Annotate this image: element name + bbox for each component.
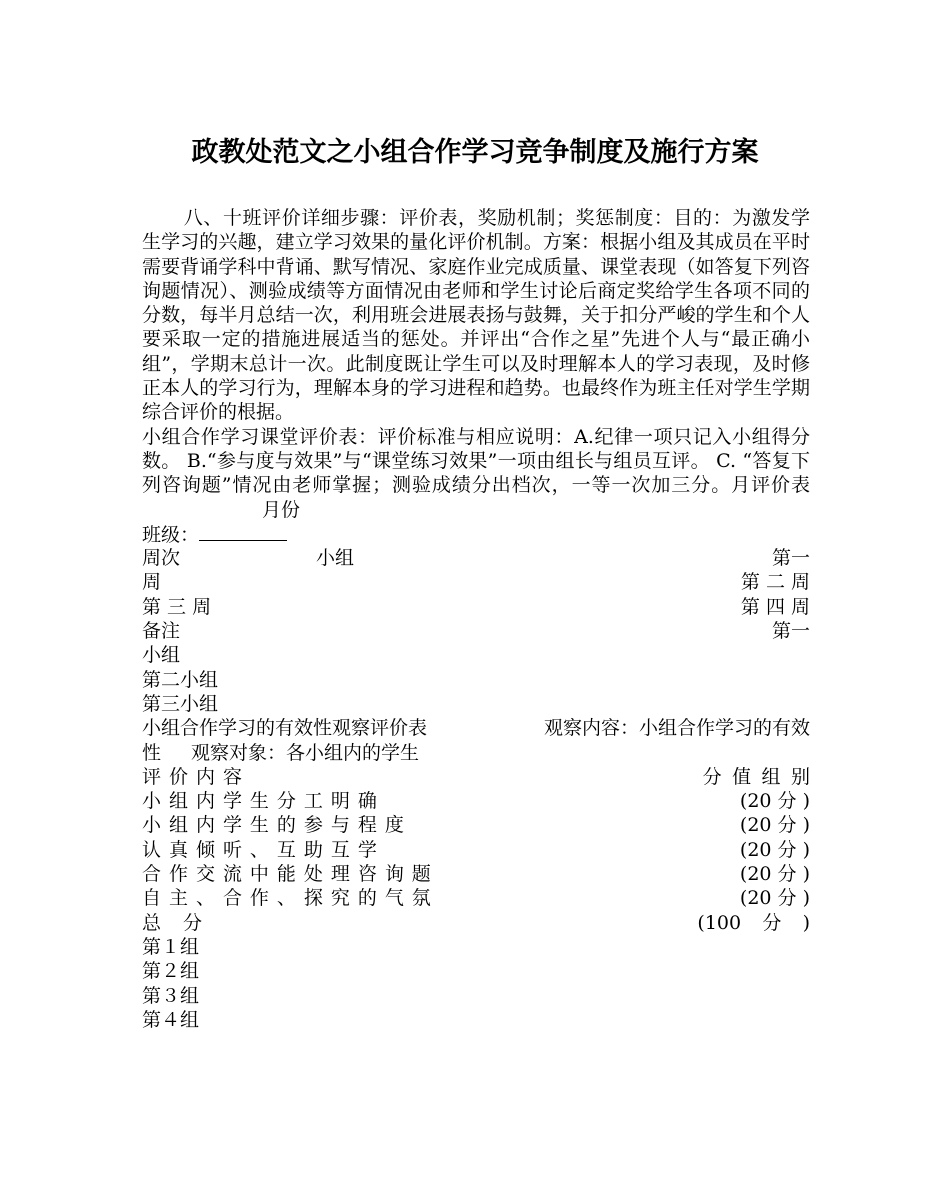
week-3: 第 三 周 [142, 595, 212, 618]
total-label: 总 分 [142, 911, 210, 934]
observation-title-row [142, 716, 810, 740]
monthly-week-row-2 [142, 595, 810, 619]
week-2: 第 二 周 [740, 571, 810, 594]
intro-paragraph: 八、十班评价详细步骤：评价表，奖励机制；奖惩制度：目的：为激发学生学习的兴趣，建立学习效果的量化评价机制。方案：根据小组及其成员在平时需要背诵学科中背诵、默写情况、家庭作业完成质量、课堂表现（如答复下列咨询题情况）、测验成绩等方面情况由老师和学生讨论后商定奖给学生各项不同的分数，每半月总结一次，利用班会进展表扬与鼓舞，关于扣分严峻的学生和个人要采取一定的措施进展适当的惩处。并评出“合作之星”先进个人与“最正确小组”，学期末总计一次。此制度既让学生可以及时理解本人的学习表现，及时修正本人的学习行为，理解本身的学习进程和趋势。也最终作为班主任对学生学期综合评价的根据。 [142, 207, 810, 424]
observation-group: 第３组 [142, 984, 200, 1007]
week-1-part-b: 周 [142, 571, 162, 594]
observation-total-row [142, 911, 810, 935]
month-label: 月份 [262, 498, 301, 521]
header-content: 评价内容 [142, 765, 250, 788]
document-body [142, 206, 821, 1032]
standard-text: 小组合作学习课堂评价表：评价标准与相应说明：A.纪律一项只记入小组得分数。 B.“参与度与效果”与“课堂练习效果”一项由组长与组员互评。 C. “答复下列咨询题”情况由老师掌握；测验成绩分出档次，一等一次加三分。月评价表 [142, 425, 810, 497]
group-1-part-b: 小组 [142, 644, 181, 667]
observation-header-row [142, 765, 821, 789]
class-line [142, 522, 810, 546]
observation-content-label: 观察内容：小组合作学习的有效 [543, 717, 810, 740]
group-1-part-a: 第一 [771, 620, 810, 643]
header-score: 分值组别 [702, 765, 821, 788]
standard-paragraph [142, 425, 810, 522]
header-group: 小组 [316, 547, 355, 570]
class-blank [199, 522, 287, 541]
item-score: (20 分 ) [739, 838, 810, 861]
monthly-header-row [142, 546, 810, 570]
class-label: 班级： [142, 523, 200, 546]
observation-item-row [142, 838, 810, 862]
observation-group: 第１组 [142, 935, 200, 958]
header-week: 周次 [142, 547, 181, 570]
observation-item-row [142, 813, 810, 837]
item-label: 小组内学生的参与程度 [142, 814, 412, 837]
group-3: 第三小组 [142, 692, 219, 715]
item-label: 小组内学生分工明确 [142, 790, 385, 813]
total-score: (100 分 ) [697, 911, 810, 934]
monthly-week-row-1 [142, 570, 810, 594]
observation-content-label-tail: 性 [142, 741, 162, 764]
observation-object: 观察对象：各小组内的学生 [191, 741, 420, 764]
week-4: 第 四 周 [740, 595, 810, 618]
monthly-remark-row [142, 619, 810, 643]
week-1-part-a: 第一 [771, 547, 810, 570]
item-score: (20 分 ) [739, 790, 810, 813]
observation-item-row [142, 886, 810, 910]
item-score: (20 分 ) [739, 887, 810, 910]
observation-group: 第４组 [142, 1008, 200, 1031]
observation-object-row [142, 741, 810, 765]
item-score: (20 分 ) [739, 814, 810, 837]
item-label: 合作交流中能处理咨询题 [142, 863, 439, 886]
item-label: 自主、合作、探究的气氛 [142, 887, 439, 910]
remark: 备注 [142, 620, 181, 643]
document-title: 政教处范文之小组合作学习竞争制度及施行方案 [191, 137, 759, 168]
group-2: 第二小组 [142, 668, 219, 691]
item-label: 认真倾听、互助互学 [142, 838, 385, 861]
item-score: (20 分 ) [739, 863, 810, 886]
observation-title: 小组合作学习的有效性观察评价表 [142, 717, 428, 740]
observation-item-row [142, 862, 810, 886]
observation-group: 第２组 [142, 960, 200, 983]
observation-item-row [142, 789, 810, 813]
